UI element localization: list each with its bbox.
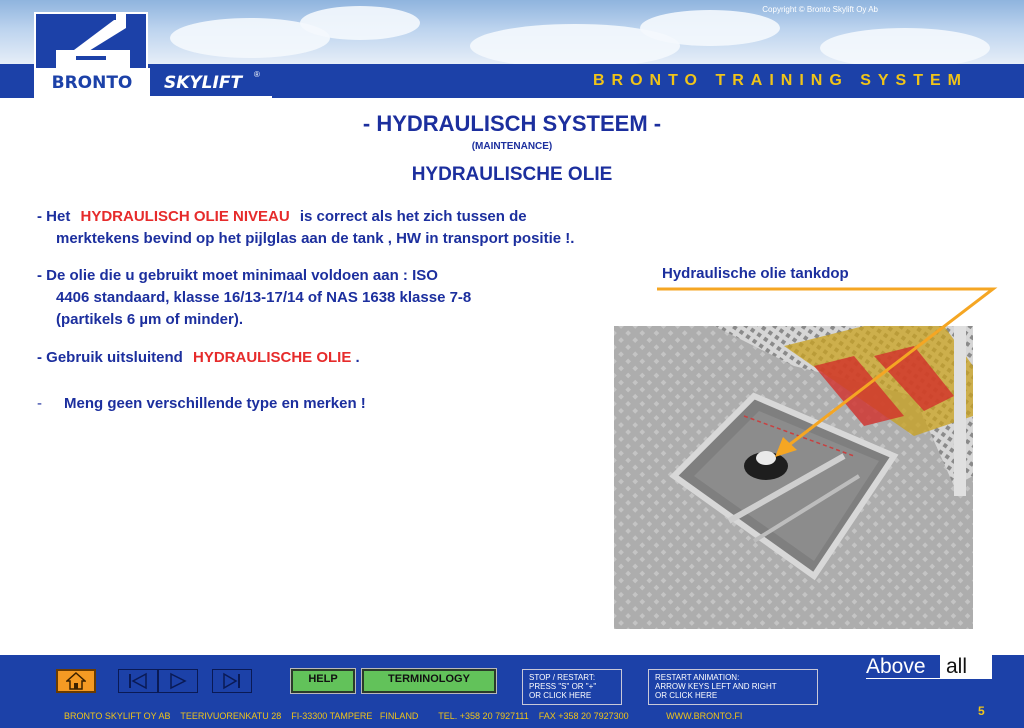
section-title: HYDRAULISCHE OLIE bbox=[411, 164, 613, 185]
paragraph-use-oil bbox=[37, 347, 360, 369]
text-span: . bbox=[351, 349, 360, 366]
last-page-button[interactable] bbox=[212, 669, 252, 693]
paragraph-line: 4406 standaard, klasse 16/13-17/14 of NAS 1638 klasse 7-8 bbox=[56, 289, 472, 306]
page-number: 5 bbox=[978, 704, 985, 718]
callout-label: Hydraulische olie tankdop bbox=[662, 265, 849, 282]
above-all-box[interactable] bbox=[866, 655, 992, 679]
first-page-icon bbox=[127, 672, 149, 690]
logo-word-skylift: SKYLIFT bbox=[150, 68, 256, 98]
tank-cap-photo bbox=[614, 326, 973, 629]
info-line: RESTART ANIMATION: bbox=[655, 673, 740, 682]
copyright-text: Copyright © Bronto Skylift Oy Ab bbox=[762, 5, 878, 14]
tank-cap-illustration bbox=[614, 326, 973, 629]
restart-animation-info[interactable] bbox=[648, 669, 818, 705]
tagline: BRONTO TRAINING SYSTEM bbox=[592, 72, 968, 89]
last-page-icon bbox=[221, 672, 243, 690]
paragraph-line bbox=[37, 206, 574, 228]
registered-mark: ® bbox=[254, 70, 260, 79]
paragraph-oil-standard bbox=[37, 265, 471, 331]
next-page-button[interactable] bbox=[158, 669, 198, 693]
info-line: STOP / RESTART: bbox=[529, 673, 596, 682]
home-icon bbox=[66, 672, 86, 690]
cloud-shape bbox=[640, 10, 780, 46]
text-span: Meng geen verschillende type en merken ! bbox=[64, 395, 366, 412]
paragraph-line: (partikels 6 µm of minder). bbox=[56, 311, 244, 328]
all-label: all bbox=[940, 655, 992, 678]
text-span: - Gebruik uitsluitend bbox=[37, 349, 188, 366]
above-underline bbox=[866, 678, 992, 679]
info-line: OR CLICK HERE bbox=[655, 691, 718, 700]
text-span: - Het bbox=[37, 208, 75, 225]
info-line: OR CLICK HERE bbox=[529, 691, 592, 700]
crane-emblem-icon bbox=[36, 14, 150, 70]
info-line: PRESS "S" OR "+" bbox=[529, 682, 597, 691]
sky-banner bbox=[0, 0, 1024, 64]
next-icon bbox=[167, 672, 189, 690]
paragraph-no-mix bbox=[37, 393, 366, 415]
text-span: is correct als het zich tussen de bbox=[295, 208, 527, 225]
first-page-button[interactable] bbox=[118, 669, 158, 693]
terminology-button[interactable]: TERMINOLOGY bbox=[362, 669, 496, 693]
cloud-shape bbox=[820, 28, 990, 64]
bullet-dash: - bbox=[37, 395, 42, 412]
company-address: BRONTO SKYLIFT OY AB TEERIVUORENKATU 28 FI-33300 TAMPERE FINLAND TEL. +358 20 7927111 FAX +358 20 7927300 WWW.BRONTO.FI bbox=[64, 711, 743, 721]
logo-word-bronto: BRONTO bbox=[34, 68, 150, 98]
stop-restart-info[interactable] bbox=[522, 669, 622, 705]
paragraph-oil-level bbox=[37, 206, 574, 250]
cloud-shape bbox=[300, 6, 420, 40]
help-button[interactable]: HELP bbox=[291, 669, 355, 693]
highlight-text: HYDRAULISCH OLIE NIVEAU bbox=[80, 208, 290, 225]
logo-underline bbox=[150, 96, 272, 98]
bronto-logo-emblem bbox=[34, 12, 148, 68]
paragraph-line: merktekens bevind op het pijlglas aan de tank , HW in transport positie !. bbox=[56, 230, 575, 247]
highlight-text: HYDRAULISCHE OLIE bbox=[193, 349, 352, 366]
info-line: ARROW KEYS LEFT AND RIGHT bbox=[655, 682, 777, 691]
page-subtitle: (MAINTENANCE) bbox=[471, 141, 553, 152]
paragraph-line: - De olie die u gebruikt moet minimaal voldoen aan : ISO bbox=[37, 267, 438, 284]
page-title: - HYDRAULISCH SYSTEEM - bbox=[362, 111, 662, 136]
home-button[interactable] bbox=[56, 669, 96, 693]
above-label: Above bbox=[866, 655, 926, 678]
